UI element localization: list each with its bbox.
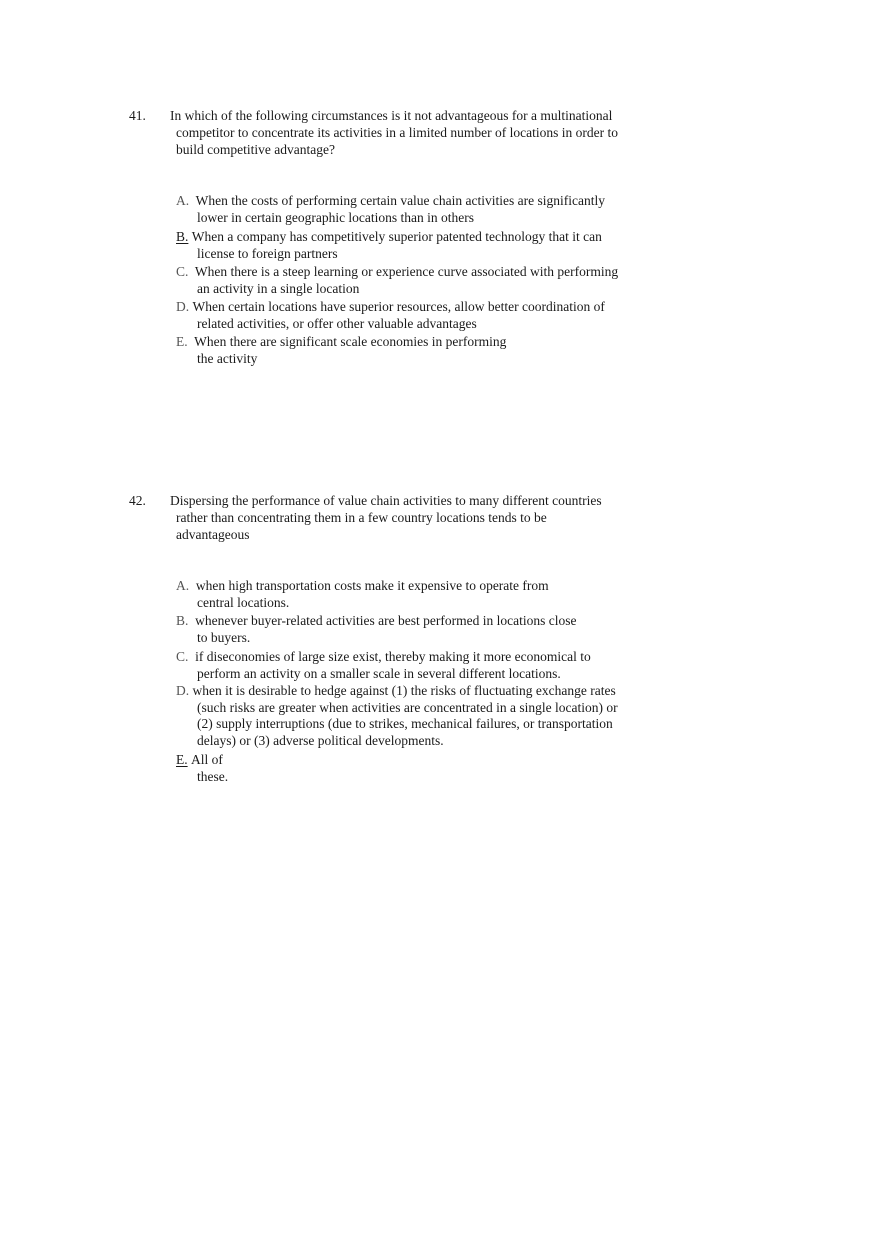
option-text: the activity [197,350,258,366]
option-text: if diseconomies of large size exist, thereby making it more economical to [195,649,591,664]
option-text: (2) supply interruptions (due to strikes, mechanical failures, or transportation [197,716,613,731]
stem-line: Dispersing the performance of value chain activities to many different countries [170,493,602,508]
option-text: When certain locations have superior resources, allow better coordination of [192,299,605,314]
option-text: license to foreign partners [197,245,338,261]
stem-line: advantageous [176,527,250,542]
option-e-correct [176,752,666,785]
option-letter: C. [176,264,189,279]
question-stem [170,107,660,158]
option-b [176,613,666,646]
question-number: 42. [129,493,146,508]
option-text: related activities, or offer other valuable advantages [197,315,477,331]
option-text: these. [197,768,229,784]
option-text: lower in certain geographic locations than in others [197,209,475,225]
option-d [176,299,666,332]
stem-line: competitor to concentrate its activities in a limited number of locations in order to [176,125,618,140]
option-text: whenever buyer-related activities are best performed in locations close [195,613,577,628]
option-letter: D. [176,299,190,314]
option-text: perform an activity on a smaller scale in several different locations. [197,665,561,681]
option-letter: C. [176,649,189,664]
option-text: an activity in a single location [197,280,360,296]
option-letter: A. [176,193,190,208]
option-a [176,578,666,611]
option-d [176,683,666,749]
option-letter: E. [176,334,188,349]
option-text: when it is desirable to hedge against (1) the risks of fluctuating exchange rates [192,683,616,698]
answer-marker: B. [176,229,189,244]
option-text: When the costs of performing certain value chain activities are significantly [195,193,605,208]
stem-line: rather than concentrating them in a few country locations tends to be [176,510,547,525]
option-text: central locations. [197,594,290,610]
option-letter: B. [176,613,189,628]
option-text: to buyers. [197,629,251,645]
option-b-correct [176,229,666,262]
option-text: All of [191,752,223,767]
option-text: When there are significant scale economies in performing [194,334,507,349]
question-number: 41. [129,108,146,123]
option-text: delays) or (3) adverse political developments. [197,732,444,748]
option-c [176,264,666,297]
question-stem [170,492,660,543]
option-text: When there is a steep learning or experience curve associated with performing [194,264,619,279]
stem-line: In which of the following circumstances is it not advantageous for a multinational [170,108,613,123]
option-letter: A. [176,578,190,593]
option-a [176,193,666,226]
option-text: When a company has competitively superior patented technology that it can [191,229,602,244]
option-letter: D. [176,683,190,698]
option-text: when high transportation costs make it expensive to operate from [195,578,549,593]
option-c [176,649,666,682]
stem-line: build competitive advantage? [176,142,335,157]
answer-marker: E. [176,752,188,767]
option-text: (such risks are greater when activities are concentrated in a single location) or [197,699,618,715]
option-e [176,334,666,367]
